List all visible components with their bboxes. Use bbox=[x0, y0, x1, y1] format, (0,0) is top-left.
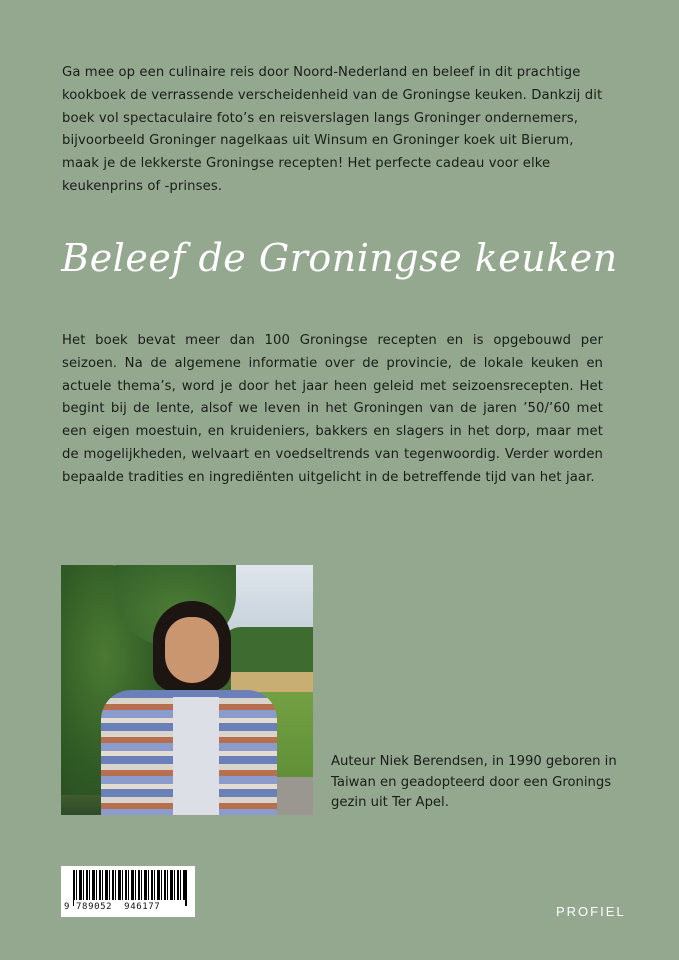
barcode-guard-right bbox=[185, 870, 187, 906]
intro-paragraph: Ga mee op een culinaire reis door Noord-Nederland en beleef in dit prachtige kookboek de verrassende verscheidenheid van de Groningse keuken. Dankzij dit boek vol spectaculaire foto’s en reisverslagen langs Groninger ondernemers, bijvoorbeeld Groninger nagelkaas uit Winsum en Groninger koek uit Bierum, maak je de lekkerste Groningse recepten! Het perfecte cadeau voor elke keukenprins of -prinses. bbox=[62, 65, 603, 194]
body-paragraph: Het boek bevat meer dan 100 Groningse recepten en is opgebouwd per seizoen. Na de algemene informatie over de provincie, de lokale keuken en actuele thema’s, word je door het jaar heen geleid met seizoensrecepten. Het begint bij de lente, alsof we leven in het Groningen van de jaren ’50/’60 met een eigen moestuin, en kruideniers, bakkers en slagers in het dorp, maar met de mogelijkheden, welvaart en voedseltrends van tegenwoordig. Verder worden bepaalde tradities en ingrediënten uitgelicht in de betreffende tijd van het jaar. bbox=[62, 333, 603, 485]
photo-face bbox=[165, 617, 219, 683]
publisher-logo: PROFIEL bbox=[556, 904, 626, 919]
barcode-digits: 9 789052 946177 bbox=[64, 902, 161, 912]
photo-field bbox=[231, 672, 313, 692]
barcode-guard-left bbox=[73, 870, 74, 906]
photo-treeline bbox=[221, 627, 313, 672]
photo-tshirt bbox=[173, 697, 219, 815]
author-photo bbox=[61, 565, 313, 815]
cover-title: Beleef de Groningse keuken bbox=[61, 236, 618, 280]
author-caption: Auteur Niek Berendsen, in 1990 geboren in Taiwan en geadopteerd door een Gronings gezin uit Ter Apel. bbox=[331, 754, 617, 810]
barcode-bars bbox=[73, 870, 187, 900]
isbn-barcode bbox=[61, 866, 195, 917]
